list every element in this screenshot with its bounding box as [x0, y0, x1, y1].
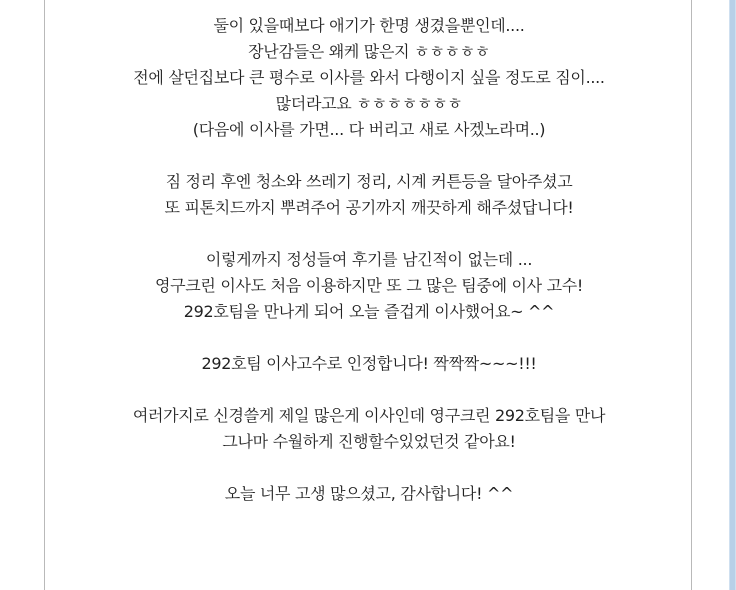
review-line: 많더라고요 ㅎㅎㅎㅎㅎㅎㅎ [275, 94, 463, 113]
scrollbar-thumb[interactable] [730, 0, 735, 590]
review-line: 292호팀 이사고수로 인정합니다! 짝짝짝~~~!!! [201, 354, 537, 373]
paragraph-gap [45, 455, 693, 481]
review-line: 이렇게까지 정성들여 후기를 남긴적이 없는데 ... [205, 250, 533, 269]
review-line: 또 피톤치드까지 뿌려주어 공기까지 깨끗하게 해주셨답니다! [164, 198, 574, 217]
review-line: 영구크린 이사도 처음 이용하지만 또 그 많은 팀중에 이사 고수! [154, 276, 584, 295]
review-line: 짐 정리 후엔 청소와 쓰레기 정리, 시계 커튼등을 달아주셨고 [165, 172, 573, 191]
review-body [45, 0, 693, 507]
review-line: (다음에 이사를 가면... 다 버리고 새로 사겠노라며..) [192, 120, 546, 139]
paragraph-gap [45, 377, 693, 403]
review-line: 292호팀을 만나게 되어 오늘 즐겁게 이사했어요~ ^^ [183, 302, 555, 321]
review-line: 전에 살던집보다 큰 평수로 이사를 와서 다행이지 싶을 정도로 짐이.... [133, 68, 605, 87]
review-line: 둘이 있을때보다 애기가 한명 생겼을뿐인데.... [213, 16, 525, 35]
scrollbar[interactable] [729, 0, 736, 590]
review-line: 오늘 너무 고생 많으셨고, 감사합니다! ^^ [224, 484, 514, 503]
paragraph-gap [45, 221, 693, 247]
paragraph-gap [45, 0, 693, 13]
review-content-box [44, 0, 692, 590]
review-line: 장난감들은 왜케 많은지 ㅎㅎㅎㅎㅎ [248, 42, 490, 61]
review-line: 여러가지로 신경쓸게 제일 많은게 이사인데 영구크린 292호팀을 만나 [132, 406, 606, 425]
paragraph-gap [45, 325, 693, 351]
paragraph-gap [45, 143, 693, 169]
review-line: 그나마 수월하게 진행할수있었던것 같아요! [222, 432, 516, 451]
